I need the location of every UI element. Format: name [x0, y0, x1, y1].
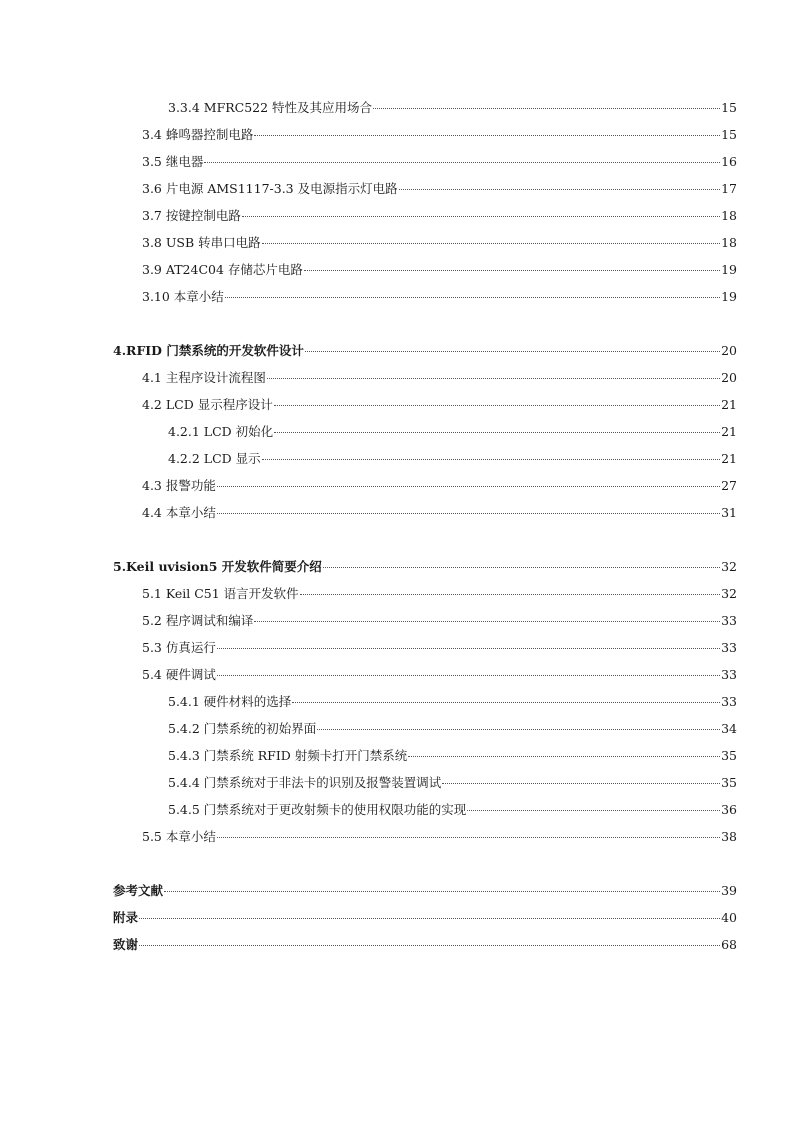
- toc-page-number: 17: [721, 181, 737, 196]
- toc-row: [0, 179, 793, 199]
- toc-entry-title: 5.5 本章小结: [142, 829, 216, 844]
- toc-entry-title: 3.3.4 MFRC522 特性及其应用场合: [168, 100, 373, 115]
- toc-entry[interactable]: [142, 152, 737, 172]
- toc-entry[interactable]: [142, 368, 737, 388]
- toc-leader-dots: [267, 378, 720, 379]
- toc-leader-dots: [242, 216, 720, 217]
- toc-leader-dots: [317, 729, 720, 730]
- toc-page-number: 21: [721, 451, 737, 466]
- toc-entry-title: 5.4 硬件调试: [142, 667, 216, 682]
- toc-entry-title: 5.4.5 门禁系统对于更改射频卡的使用权限功能的实现: [168, 802, 467, 817]
- toc-row: [0, 908, 793, 928]
- toc-leader-dots: [274, 405, 720, 406]
- toc-row: [0, 584, 793, 604]
- toc-entry[interactable]: [142, 611, 737, 631]
- toc-row: [0, 773, 793, 793]
- toc-entry-title: 3.9 AT24C04 存储芯片电路: [142, 262, 303, 277]
- toc-entry[interactable]: [113, 908, 737, 928]
- toc-row: [0, 800, 793, 820]
- toc-row: [0, 368, 793, 388]
- toc-entry[interactable]: [168, 773, 737, 793]
- toc-entry-title: 致谢: [113, 937, 139, 952]
- toc-row: [0, 449, 793, 469]
- toc-row: [0, 665, 793, 685]
- toc-entry[interactable]: [168, 422, 737, 442]
- toc-leader-dots: [399, 189, 720, 190]
- toc-leader-dots: [442, 783, 720, 784]
- toc-leader-dots: [217, 648, 720, 649]
- toc-row: [0, 98, 793, 118]
- toc-page-number: 27: [721, 478, 737, 493]
- toc-leader-dots: [217, 486, 720, 487]
- toc-entry-title: 4.2.1 LCD 初始化: [168, 424, 274, 439]
- toc-entry[interactable]: [168, 800, 737, 820]
- toc-entry[interactable]: [113, 557, 737, 577]
- toc-page-number: 33: [721, 694, 737, 709]
- toc-entry-title: 5.4.1 硬件材料的选择: [168, 694, 292, 709]
- toc-entry[interactable]: [168, 98, 737, 118]
- toc-page-number: 32: [721, 559, 737, 574]
- toc-page-number: 35: [721, 775, 737, 790]
- toc-leader-dots: [204, 162, 720, 163]
- toc-entry[interactable]: [142, 179, 737, 199]
- toc-leader-dots: [217, 675, 720, 676]
- toc-entry[interactable]: [113, 881, 737, 901]
- toc-entry[interactable]: [142, 665, 737, 685]
- toc-page-number: 15: [721, 100, 737, 115]
- toc-page-number: 21: [721, 424, 737, 439]
- toc-page-number: 15: [721, 127, 737, 142]
- toc-entry-title: 3.5 继电器: [142, 154, 204, 169]
- toc-page-number: 36: [721, 802, 737, 817]
- toc-entry-title: 4.2.2 LCD 显示: [168, 451, 261, 466]
- toc-page-number: 20: [721, 370, 737, 385]
- toc-entry-title: 5.3 仿真运行: [142, 640, 216, 655]
- toc-entry-title: 3.6 片电源 AMS1117-3.3 及电源指示灯电路: [142, 181, 398, 196]
- toc-entry-title: 5.4.2 门禁系统的初始界面: [168, 721, 317, 736]
- toc-entry-title: 4.3 报警功能: [142, 478, 216, 493]
- toc-entry-title: 3.4 蜂鸣器控制电路: [142, 127, 254, 142]
- toc-entry-title: 5.4.4 门禁系统对于非法卡的识别及报警装置调试: [168, 775, 442, 790]
- toc-leader-dots: [262, 459, 720, 460]
- toc-entry-title: 4.1 主程序设计流程图: [142, 370, 266, 385]
- toc-page-number: 18: [721, 208, 737, 223]
- toc-page-number: 34: [721, 721, 737, 736]
- toc-leader-dots: [323, 567, 720, 568]
- toc-row: [0, 260, 793, 280]
- toc-row: [0, 152, 793, 172]
- toc-page-number: 33: [721, 667, 737, 682]
- toc-entry[interactable]: [168, 692, 737, 712]
- toc-leader-dots: [164, 891, 720, 892]
- toc-entry[interactable]: [142, 206, 737, 226]
- toc-row: [0, 503, 793, 523]
- toc-entry-title: 3.8 USB 转串口电路: [142, 235, 261, 250]
- toc-entry-title: 4.4 本章小结: [142, 505, 216, 520]
- toc-row: [0, 206, 793, 226]
- toc-entry[interactable]: [113, 935, 737, 955]
- toc-entry-title: 5.4.3 门禁系统 RFID 射频卡打开门禁系统: [168, 748, 408, 763]
- toc-page-number: 40: [721, 910, 737, 925]
- toc-leader-dots: [408, 756, 720, 757]
- toc-page-number: 16: [721, 154, 737, 169]
- toc-entry-title: 4.2 LCD 显示程序设计: [142, 397, 273, 412]
- toc-row: [0, 395, 793, 415]
- toc-leader-dots: [225, 297, 720, 298]
- toc-page-number: 38: [721, 829, 737, 844]
- toc-row: [0, 719, 793, 739]
- toc-page-number: 19: [721, 289, 737, 304]
- toc-entry[interactable]: [142, 395, 737, 415]
- toc-row: [0, 233, 793, 253]
- toc-page-number: 32: [721, 586, 737, 601]
- toc-leader-dots: [139, 918, 720, 919]
- toc-entry-title: 4.RFID 门禁系统的开发软件设计: [113, 343, 304, 358]
- toc-entry[interactable]: [142, 827, 737, 847]
- toc-row: [0, 827, 793, 847]
- toc-row: [0, 881, 793, 901]
- toc-row: [0, 557, 793, 577]
- toc-entry-title: 5.1 Keil C51 语言开发软件: [142, 586, 299, 601]
- toc-entry-title: 3.7 按键控制电路: [142, 208, 241, 223]
- toc-entry[interactable]: [168, 719, 737, 739]
- toc-page-number: 18: [721, 235, 737, 250]
- toc-entry-title: 3.10 本章小结: [142, 289, 224, 304]
- toc-leader-dots: [217, 837, 720, 838]
- toc-row: [0, 287, 793, 307]
- toc-page-number: 20: [721, 343, 737, 358]
- toc-leader-dots: [274, 432, 720, 433]
- toc-entry-title: 5.Keil uvision5 开发软件简要介绍: [113, 559, 322, 574]
- toc-row: [0, 935, 793, 955]
- toc-row: [0, 638, 793, 658]
- toc-leader-dots: [217, 513, 720, 514]
- toc-page-number: 19: [721, 262, 737, 277]
- toc-entry[interactable]: [142, 638, 737, 658]
- toc-page-number: 39: [721, 883, 737, 898]
- toc-entry[interactable]: [168, 746, 737, 766]
- toc-page-number: 68: [721, 937, 737, 952]
- toc-entry[interactable]: [142, 476, 737, 496]
- toc-page-number: 35: [721, 748, 737, 763]
- toc-entry[interactable]: [142, 233, 737, 253]
- toc-leader-dots: [467, 810, 720, 811]
- toc-leader-dots: [139, 945, 720, 946]
- toc-entry[interactable]: [142, 125, 737, 145]
- toc-row: [0, 611, 793, 631]
- toc-entry[interactable]: [142, 287, 737, 307]
- toc-entry[interactable]: [168, 449, 737, 469]
- toc-entry[interactable]: [113, 341, 737, 361]
- toc-page-number: 33: [721, 640, 737, 655]
- toc-leader-dots: [304, 270, 720, 271]
- toc-row: [0, 422, 793, 442]
- toc-leader-dots: [300, 594, 720, 595]
- toc-leader-dots: [254, 621, 720, 622]
- toc-entry-title: 参考文献: [113, 883, 164, 898]
- toc-row: [0, 341, 793, 361]
- toc-page-number: 31: [721, 505, 737, 520]
- toc-entry-title: 附录: [113, 910, 139, 925]
- toc-leader-dots: [373, 108, 720, 109]
- toc-leader-dots: [254, 135, 720, 136]
- toc-page-number: 33: [721, 613, 737, 628]
- toc-entry[interactable]: [142, 503, 737, 523]
- toc-row: [0, 692, 793, 712]
- toc-row: [0, 125, 793, 145]
- toc-leader-dots: [262, 243, 720, 244]
- toc-entry-title: 5.2 程序调试和编译: [142, 613, 254, 628]
- toc-row: [0, 476, 793, 496]
- toc-entry[interactable]: [142, 584, 737, 604]
- toc-row: [0, 746, 793, 766]
- toc-leader-dots: [292, 702, 720, 703]
- toc-entry[interactable]: [142, 260, 737, 280]
- toc-leader-dots: [305, 351, 720, 352]
- toc-page-number: 21: [721, 397, 737, 412]
